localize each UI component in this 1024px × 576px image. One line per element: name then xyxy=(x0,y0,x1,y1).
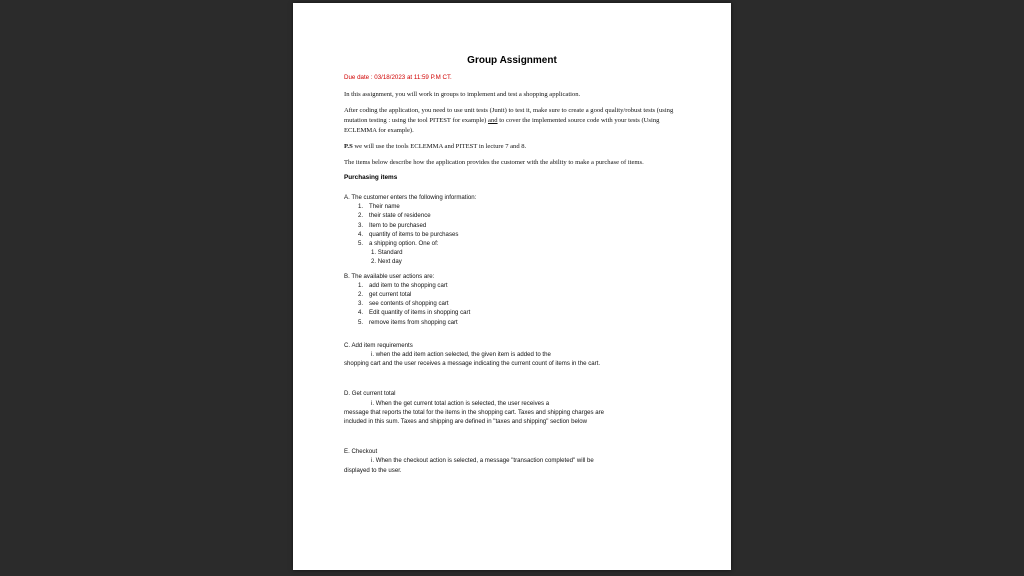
coding-paragraph-and: and xyxy=(488,117,498,124)
list-item-text: see contents of shopping cart xyxy=(369,300,449,308)
list-item-number: 2. xyxy=(358,212,364,220)
document-page xyxy=(293,3,731,570)
section-e-heading: E. Checkout xyxy=(344,448,378,456)
due-date: Due date : 03/18/2023 at 11:59 P.M CT. xyxy=(344,74,452,81)
document-title: Group Assignment xyxy=(467,55,557,66)
list-item xyxy=(344,299,680,308)
ps-label: P.S xyxy=(344,143,353,150)
list-item xyxy=(344,202,680,211)
list-item-number: 4. xyxy=(358,230,364,238)
list-item-number: 3. xyxy=(358,221,364,229)
shipping-option-standard: 1. Standard xyxy=(371,249,403,257)
list-item xyxy=(344,211,680,220)
coding-paragraph-part2: to cover the implemented source code with your tests (Using ECLEMMA for example). xyxy=(344,117,660,134)
list-item xyxy=(344,239,680,248)
section-e-line1: i. When the checkout action is selected, a message "transaction completed" will be xyxy=(371,457,594,465)
section-heading: Purchasing items xyxy=(344,174,398,181)
list-item xyxy=(344,221,680,230)
section-c-rest: shopping cart and the user receives a message indicating the current count of items in the cart. xyxy=(344,360,601,368)
section-b xyxy=(344,272,680,327)
section-b-list xyxy=(344,281,680,327)
list-item xyxy=(344,290,680,299)
section-e xyxy=(344,447,680,475)
section-b-heading: B. The available user actions are: xyxy=(344,272,435,280)
list-item xyxy=(344,230,680,239)
list-item-number: 4. xyxy=(358,309,364,317)
section-a xyxy=(344,193,680,267)
section-d-rest: message that reports the total for the items in the shopping cart. Taxes and shipping charges are included in this sum. Taxes and shipping are defined in "taxes and shipping" section below xyxy=(344,408,605,426)
page-content xyxy=(344,55,680,475)
list-item-text: remove items from shopping cart xyxy=(369,318,458,326)
section-e-rest: displayed to the user. xyxy=(344,466,402,474)
list-item-text: get current total xyxy=(369,291,412,299)
list-item-text: their state of residence xyxy=(369,212,431,220)
section-d xyxy=(344,389,680,426)
list-item-number: 3. xyxy=(358,300,364,308)
section-c-line1: i. when the add item action selected, the given item is added to the xyxy=(371,351,551,359)
list-item-text: Their name xyxy=(369,203,400,211)
list-item-text: Item to be purchased xyxy=(369,221,427,229)
list-item-text: Edit quantity of items in shopping cart xyxy=(369,309,471,317)
list-item-number: 2. xyxy=(358,291,364,299)
coding-paragraph-part1: After coding the application, you need to use unit tests (Junit) to test it, make sure to create a good quality/robust tests (using mutation testing : using the tool PITEST for example) xyxy=(344,107,674,124)
section-a-list xyxy=(344,202,680,248)
list-item-number: 1. xyxy=(358,281,364,289)
section-d-heading: D. Get current total xyxy=(344,390,396,398)
list-item-number: 1. xyxy=(358,203,364,211)
shipping-option-next-day: 2. Next day xyxy=(371,258,402,266)
coding-paragraph xyxy=(344,106,680,136)
list-item-text: add item to the shopping cart xyxy=(369,281,448,289)
list-item-number: 5. xyxy=(358,318,364,326)
list-item-number: 5. xyxy=(358,240,364,248)
section-c xyxy=(344,341,680,369)
ps-text: we will use the tools ECLEMMA and PITEST in lecture 7 and 8. xyxy=(354,143,527,150)
list-item xyxy=(344,318,680,327)
list-item xyxy=(344,281,680,290)
section-d-line1: i. When the get current total action is selected, the user receives a xyxy=(371,399,550,407)
section-c-heading: C. Add item requirements xyxy=(344,341,413,349)
intro-paragraph: In this assignment, you will work in groups to implement and test a shopping application. xyxy=(344,91,581,98)
list-item-text: a shipping option. One of: xyxy=(369,240,439,248)
section-a-heading: A. The customer enters the following information: xyxy=(344,194,477,201)
list-item xyxy=(344,308,680,317)
list-item-text: quantity of items to be purchases xyxy=(369,230,459,238)
items-intro-paragraph: The items below describe how the application provides the customer with the ability to make a purchase of items. xyxy=(344,159,644,166)
ps-paragraph xyxy=(344,142,680,152)
